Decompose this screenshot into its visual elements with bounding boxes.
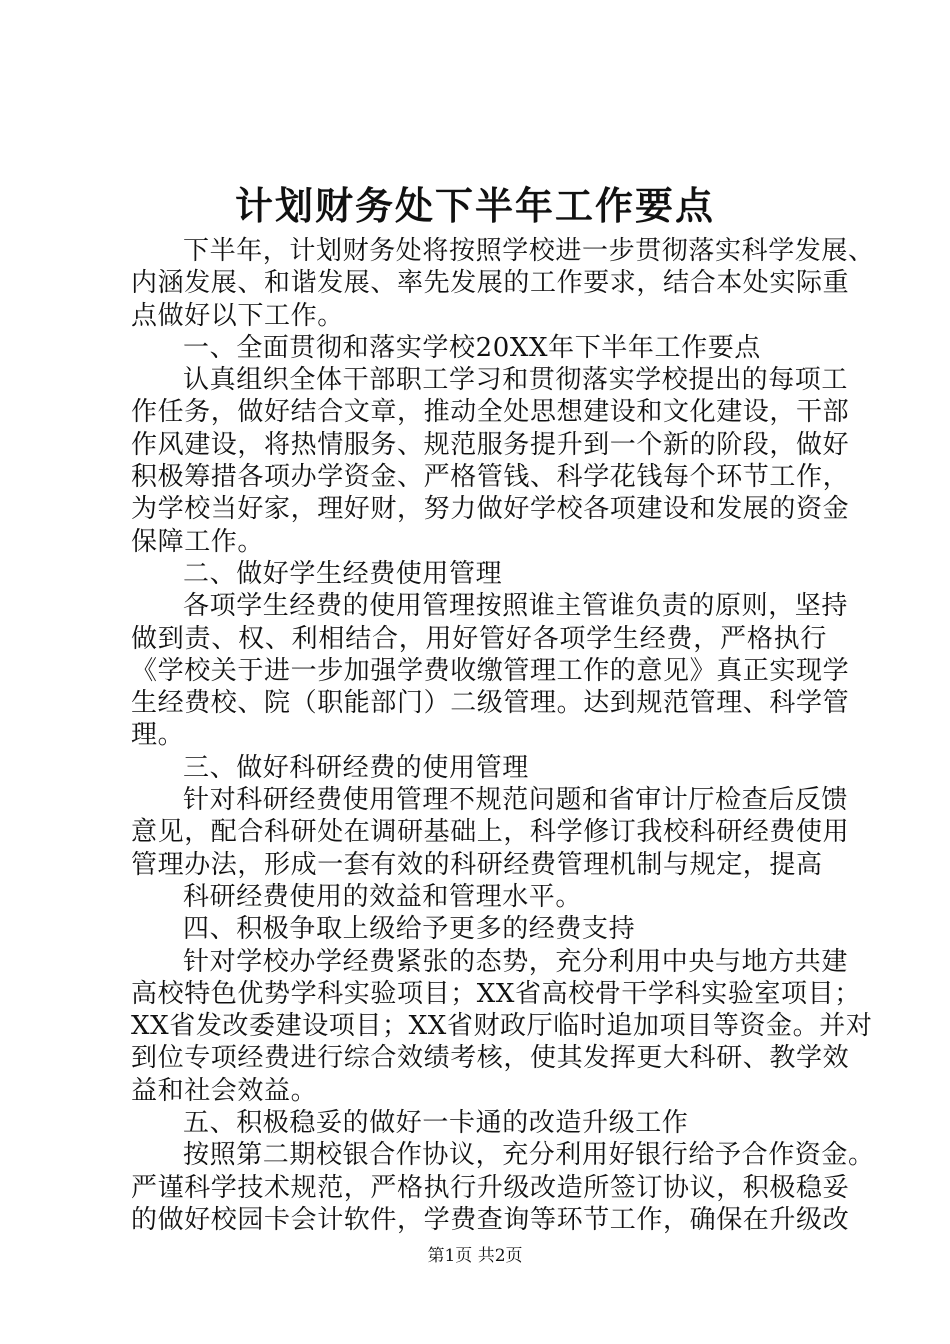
page-footer: 第1页 共2页	[427, 1246, 523, 1266]
paragraph-line: 生经费校、院（职能部门）二级管理。达到规范管理、科学管	[131, 688, 850, 719]
paragraph-line: 作风建设，将热情服务、规范服务提升到一个新的阶段，做好	[131, 429, 850, 460]
paragraph-line: XX省发改委建设项目；XX省财政厅临时追加项目等资金。并对	[131, 1011, 873, 1042]
paragraph-line: 积极筹措各项办学资金、严格管钱、科学花钱每个环节工作，	[131, 462, 850, 493]
section-heading: 三、做好科研经费的使用管理	[183, 752, 529, 783]
section-heading: 一、全面贯彻和落实学校20XX年下半年工作要点	[183, 332, 761, 363]
paragraph-line: 内涵发展、和谐发展、率先发展的工作要求，结合本处实际重	[131, 268, 850, 299]
paragraph-line: 《学校关于进一步加强学费收缴管理工作的意见》真正实现学	[131, 655, 850, 686]
paragraph-line: 益和社会效益。	[131, 1075, 318, 1106]
paragraph-line: 高校特色优势学科实验项目；XX省高校骨干学科实验室项目；	[131, 978, 861, 1009]
paragraph-line: 针对科研经费使用管理不规范问题和省审计厅检查后反馈	[183, 785, 849, 816]
paragraph-line: 严谨科学技术规范，严格执行升级改造所签订协议，积极稳妥	[131, 1172, 850, 1203]
paragraph-line: 下半年，计划财务处将按照学校进一步贯彻落实科学发展、	[183, 236, 875, 266]
paragraph-line: 管理办法，形成一套有效的科研经费管理机制与规定，提高	[131, 849, 823, 880]
section-heading: 二、做好学生经费使用管理	[183, 558, 503, 589]
paragraph-line: 做到责、权、利相结合，用好管好各项学生经费，严格执行	[131, 623, 827, 654]
document-title: 计划财务处下半年工作要点	[234, 183, 715, 228]
paragraph-line: 作任务，做好结合文章，推动全处思想建设和文化建设，干部	[131, 397, 850, 428]
paragraph-line: 针对学校办学经费紧张的态势，充分利用中央与地方共建	[183, 946, 849, 977]
document-body	[131, 235, 875, 1236]
paragraph-line: 保障工作。	[131, 526, 265, 557]
paragraph-line: 认真组织全体干部职工学习和贯彻落实学校提出的每项工	[183, 365, 849, 396]
paragraph-line: 理。	[131, 720, 185, 751]
paragraph-line: 为学校当好家，理好财，努力做好学校各项建设和发展的资金	[131, 494, 850, 525]
paragraph-line: 的做好校园卡会计软件，学费查询等环节工作，确保在升级改	[131, 1204, 850, 1235]
paragraph-line: 各项学生经费的使用管理按照谁主管谁负责的原则，坚持	[183, 591, 849, 622]
section-heading: 五、积极稳妥的做好一卡通的改造升级工作	[183, 1108, 689, 1139]
paragraph-line: 意见，配合科研处在调研基础上，科学修订我校科研经费使用	[131, 817, 850, 848]
paragraph-line: 科研经费使用的效益和管理水平。	[183, 881, 583, 912]
paragraph-line: 到位专项经费进行综合效绩考核，使其发挥更大科研、教学效	[131, 1043, 850, 1074]
section-heading: 四、积极争取上级给予更多的经费支持	[183, 914, 636, 945]
paragraph-line: 按照第二期校银合作协议，充分利用好银行给予合作资金。	[183, 1140, 875, 1171]
paragraph-line: 点做好以下工作。	[131, 300, 344, 331]
